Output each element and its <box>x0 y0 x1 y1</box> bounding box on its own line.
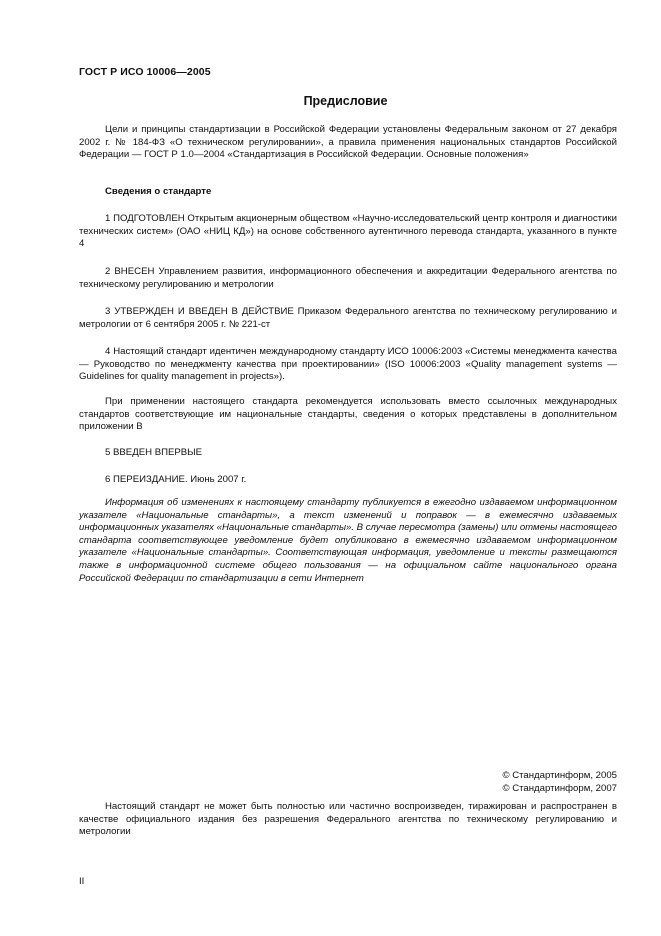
item-6 <box>79 474 617 487</box>
info-paragraph <box>79 497 617 585</box>
item-2 <box>79 266 617 291</box>
copyright-line-2: © Стандартинформ, 2007 <box>502 783 617 794</box>
item-4-text: 4 Настоящий стандарт идентичен международному стандарту ИСО 10006:2003 «Системы менеджмента качества — Руководство по менеджменту качества при проектировании» (ISO 10006:2003 «Quality management systems — Guidelines for quality management in projects»). <box>79 346 617 383</box>
page-title: Предисловие <box>303 94 388 108</box>
document-code: ГОСТ Р ИСО 10006—2005 <box>79 66 211 78</box>
page-number: II <box>79 876 85 887</box>
item-6-text: 6 ПЕРЕИЗДАНИЕ. Июнь 2007 г. <box>105 474 247 485</box>
item-1 <box>79 213 617 251</box>
copyright-block <box>502 769 617 795</box>
item-5 <box>79 447 617 460</box>
item-5-text: 5 ВВЕДЕН ВПЕРВЫЕ <box>105 447 203 458</box>
reproduction-notice <box>79 801 617 839</box>
item-4 <box>79 346 617 384</box>
item-3 <box>79 306 617 331</box>
info-text: Информация об изменениях к настоящему стандарту публикуется в ежегодно издаваемом информационном указателе «Национальные стандарты», а текст изменений и поправок — в ежемесячно издаваемых информационных указателях «Национальные стандарты». В случае пересмотра (замены) или отмены настоящего стандарта соответствующее уведомление будет опубликовано в ежемесячно издаваемом информационном указателе «Национальные стандарты». Соответствующая информация, уведомление и тексты размещаются также в информационной системе общего пользования — на официальном сайте национального органа Российской Федерации по стандартизации в сети Интернет <box>79 497 617 584</box>
item-3-text: 3 УТВЕРЖДЕН И ВВЕДЕН В ДЕЙСТВИЕ Приказом Федерального агентства по техническому регулированию и метрологии от 6 сентября 2005 г. № 221-ст <box>79 306 617 330</box>
subtitle-text: Сведения о стандарте <box>105 186 212 197</box>
final-text: Настоящий стандарт не может быть полностью или частично воспроизведен, тиражирован и распространен в качестве официального издания без разрешения Федерального агентства по техническому регулированию и метрологии <box>79 801 617 838</box>
copyright-line-1: © Стандартинформ, 2005 <box>502 770 617 781</box>
item-2-text: 2 ВНЕСЕН Управлением развития, информационного обеспечения и аккредитации Федерального агентства по техническому регулированию и метрологии <box>79 266 617 290</box>
section-subtitle <box>79 186 617 199</box>
intro-text: Цели и принципы стандартизации в Российской Федерации установлены Федеральным законом от 27 декабря 2002 г. № 184-ФЗ «О техническом регулировании», а правила применения национальных стандартов Российской Федерации — ГОСТ Р 1.0—2004 «Стандартизация в Российской Федерации. Основные положения» <box>79 124 617 161</box>
item-1-text: 1 ПОДГОТОВЛЕН Открытым акционерным обществом «Научно-исследовательский центр контроля и диагностики технических систем» (ОАО «НИЦ КД») на основе собственного аутентичного перевода стандарта, указанного в пункте 4 <box>79 213 617 250</box>
intro-paragraph <box>79 124 617 162</box>
note-text: При применении настоящего стандарта рекомендуется использовать вместо ссылочных международных стандартов соответствующие им национальные стандарты, сведения о которых представлены в дополнительном приложении В <box>79 396 617 433</box>
item-4-note <box>79 396 617 434</box>
